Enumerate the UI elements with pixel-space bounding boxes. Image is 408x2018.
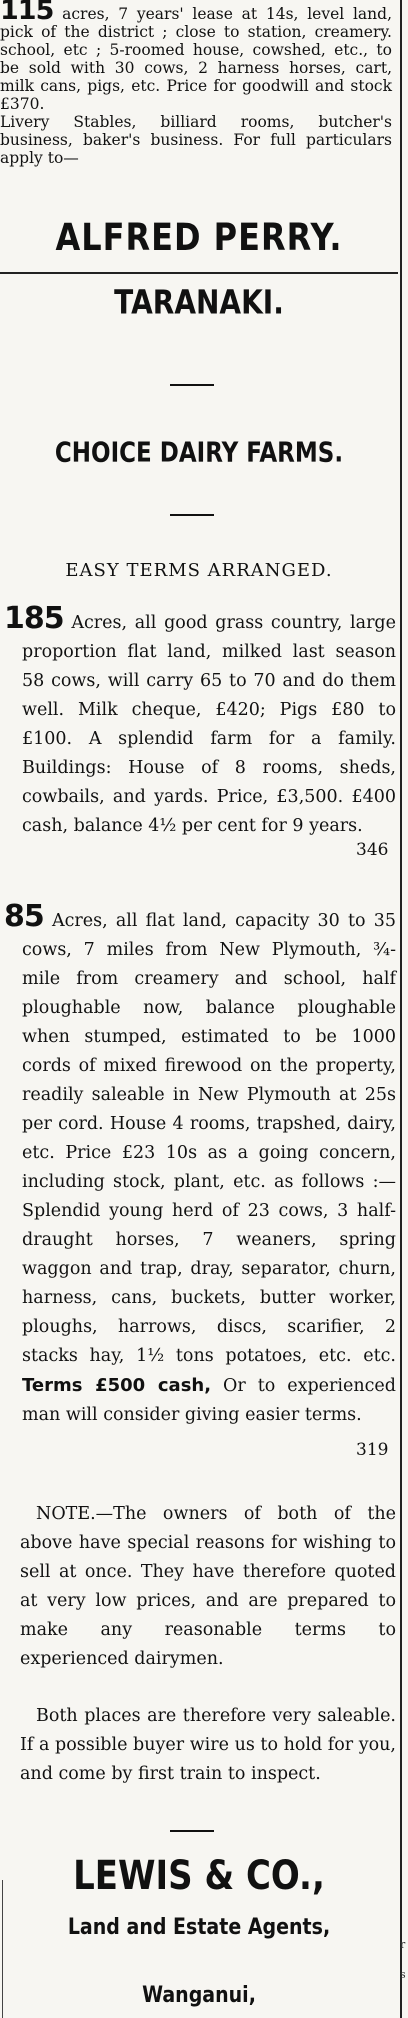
agent-lewis-and-co: LEWIS & CO., <box>73 1852 325 1900</box>
farm-85-terms-bold: Terms £500 cash, <box>22 1375 212 1396</box>
farm-85-text: Acres, all flat land, capacity 30 to 35 cows, 7 miles from New Plymouth, ¾-mile from creamery and school, half ploughable now, balance ploughable when stumped, estimated to be 1000 cords of mixed firewood on the property, readily saleable in New Plymouth at 25s per cord. House 4 rooms, trapshed, dairy, etc. Price £23 10s as a going concern, including stock, plant, etc. as follows :—Splendid young herd of 23 cows, 3 half-draught horses, 7 weaners, spring waggon and trap, dray, separator, churn, harness, cans, buckets, butter worker, ploughs, harrows, discs, scarifier, 2 stacks hay, 1½ tons potatoes, etc. etc. <box>22 911 396 1366</box>
margin-fragment <box>400 1930 408 1990</box>
headline-choice-dairy-farms: CHOICE DAIRY FARMS. <box>54 437 344 469</box>
agent-alfred-perry: ALFRED PERRY. <box>55 214 343 260</box>
dash-divider <box>170 1830 214 1832</box>
agent-town: Wanganui, <box>142 1982 256 2008</box>
farm-185-ref: 346 <box>356 840 389 860</box>
top-ad-lot-text <box>0 2 392 113</box>
margin-char: r <box>400 1938 406 1951</box>
farm-85-number: 85 <box>4 899 44 934</box>
top-ad-lot-115 <box>0 2 392 167</box>
lot-number-115: 115 <box>0 0 54 26</box>
region-title: TARANAKI. <box>114 283 284 322</box>
column-rule <box>400 0 402 2018</box>
farm-185-text: Acres, all good grass country, large proportion flat land, milked last season 58 cows, will carry 65 to 70 and do them well. Milk cheque, £420; Pigs £80 to £100. A splendid farm for a family. Buildings: House of 8 rooms, sheds, cowbails, and yards. Price, £3,500. £400 cash, balance 4½ per cent for 9 years. <box>22 613 396 836</box>
farm-185-listing <box>4 601 396 841</box>
farm-85-ref: 319 <box>356 1440 389 1460</box>
dash-divider <box>170 514 214 516</box>
farm-85-terms-rest: Or to experienced man will consider giving easier terms. <box>22 1376 396 1425</box>
agent-title: Land and Estate Agents, <box>67 1914 331 1940</box>
lot-description: acres, 7 years' lease at 14s, level land, pick of the district ; close to station, creamery. school, etc ; 5-roomed house, cowshed, etc., to be sold with 30 cows, 2 harness horses, cart, milk cans, pigs, etc. Price for goodwill and stock £370. <box>0 5 392 113</box>
closing-paragraph: Both places are therefore very saleable. If a possible buyer wire us to hold for you, and come by first train to inspect. <box>20 1706 396 1784</box>
farm-185-number: 185 <box>4 601 64 636</box>
subhead-easy-terms: EASY TERMS ARRANGED. <box>65 560 333 581</box>
dash-divider <box>170 384 214 386</box>
section-divider <box>0 272 398 274</box>
note-paragraph: NOTE.—The owners of both of the above have special reasons for wishing to sell at once. They have therefore quoted at very low prices, and are prepared to make any reasonable terms to experienced dairymen. <box>20 1504 396 1669</box>
farm-85-listing <box>4 899 396 1430</box>
margin-char: s <box>400 1968 406 1981</box>
top-ad-extra-text: Livery Stables, billiard rooms, butcher's business, baker's business. For full particulars apply to— <box>0 113 392 167</box>
